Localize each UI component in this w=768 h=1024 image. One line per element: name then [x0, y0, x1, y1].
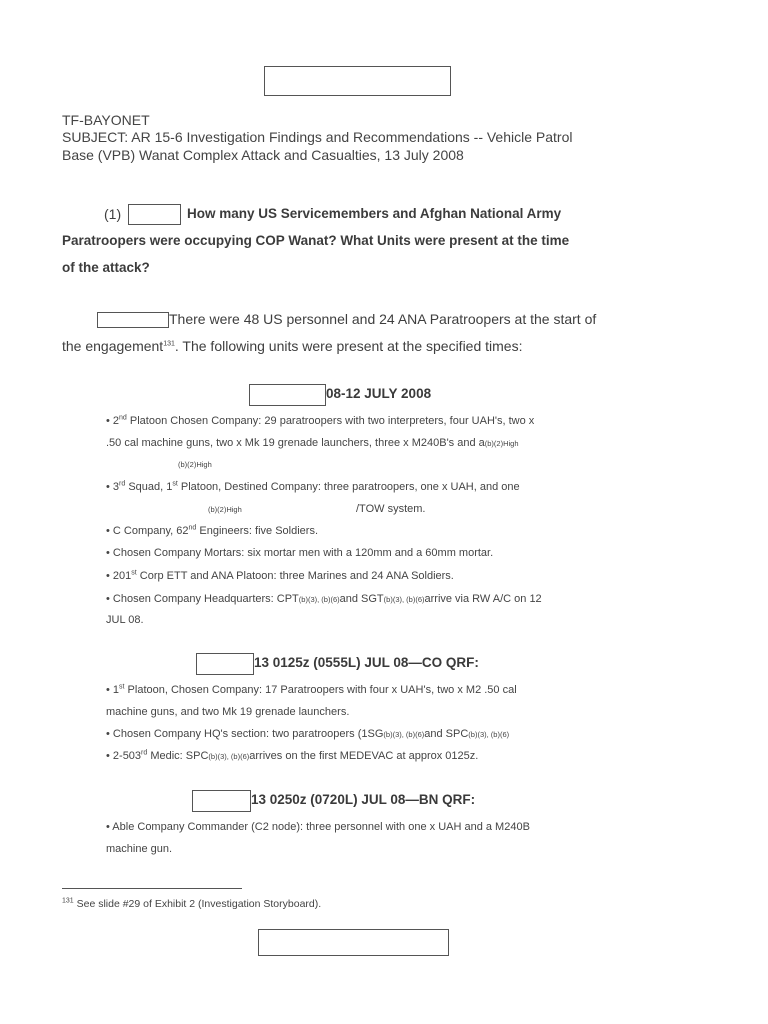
answer-line-2: [62, 332, 522, 360]
s1-bullet-1-line-2: .50 cal machine guns, two x Mk 19 grenade launchers, three x M240B's and a(b)(2)High: [106, 437, 519, 449]
section-1-title: 08-12 JULY 2008: [326, 386, 432, 401]
exemption-code: (b)(3), (b)(6): [208, 752, 250, 761]
redaction-box-bottom: [258, 929, 449, 956]
s3-bullet-1: • Able Company Commander (C2 node): three personnel with one x UAH and a M240B: [106, 821, 530, 833]
redaction-box-answer: [97, 312, 169, 328]
s1-bullet-3: • C Company, 62nd Engineers: five Soldiers.: [106, 524, 318, 537]
section-2-title: 13 0125z (0555L) JUL 08—CO QRF:: [254, 655, 479, 670]
s1-bullet-6: • Chosen Company Headquarters: CPT(b)(3), (b)(6)and SGT(b)(3), (b)(6)arrive via RW A/C on 12: [106, 593, 542, 605]
exemption-code: (b)(3), (b)(6): [383, 730, 425, 739]
s2-bullet-2: • Chosen Company HQ's section: two paratroopers (1SG(b)(3), (b)(6)and SPC(b)(3), (b)(6): [106, 728, 510, 740]
subject-line-1: SUBJECT: AR 15-6 Investigation Findings and Recommendations -- Vehicle Patrol: [62, 129, 573, 145]
subject-line-2: Base (VPB) Wanat Complex Attack and Casualties, 13 July 2008: [62, 147, 464, 163]
question-number: (1): [104, 206, 122, 222]
exemption-code: (b)(3), (b)(6): [298, 595, 340, 604]
answer-line-1: There were 48 US personnel and 24 ANA Paratroopers at the start of: [169, 311, 597, 327]
s1-bullet-4: • Chosen Company Mortars: six mortar men with a 120mm and a 60mm mortar.: [106, 547, 494, 559]
s1-bullet-6-line-2: JUL 08.: [106, 614, 144, 626]
question-line-3: of the attack?: [62, 260, 150, 275]
footnote-ref: 131: [163, 340, 175, 348]
s1-bullet-2: • 3rd Squad, 1st Platoon, Destined Company: three paratroopers, one x UAH, and one: [106, 480, 520, 493]
s3-bullet-1-line-2: machine gun.: [106, 843, 173, 855]
footnote-rule: [62, 888, 242, 889]
question-line-1: How many US Servicemembers and Afghan National Army: [187, 206, 562, 221]
s1-bullet-5: • 201st Corp ETT and ANA Platoon: three Marines and 24 ANA Soldiers.: [106, 569, 454, 582]
exemption-code: (b)(3), (b)(6): [383, 595, 425, 604]
exemption-code: (b)(2)High: [208, 505, 242, 514]
s2-bullet-3: • 2-503rd Medic: SPC(b)(3), (b)(6)arrives on the first MEDEVAC at approx 0125z.: [106, 749, 479, 762]
redaction-box-section-1: [249, 384, 326, 406]
redaction-box-question: [128, 204, 181, 225]
footnote-number: 131: [62, 897, 74, 905]
footnote: [62, 898, 321, 910]
redaction-box-top: [264, 66, 451, 96]
footnote-text: See slide #29 of Exhibit 2 (Investigation Storyboard).: [73, 898, 322, 910]
org-name: TF-BAYONET: [62, 112, 150, 128]
question-line-2: Paratroopers were occupying COP Wanat? What Units were present at the time: [62, 233, 570, 248]
redaction-box-section-2: [196, 653, 254, 675]
section-3-title: 13 0250z (0720L) JUL 08—BN QRF:: [251, 792, 476, 807]
redaction-box-section-3: [192, 790, 251, 812]
s2-bullet-1: • 1st Platoon, Chosen Company: 17 Paratroopers with four x UAH's, two x M2 .50 cal: [106, 683, 517, 696]
exemption-code: (b)(3), (b)(6): [468, 730, 510, 739]
exemption-code: (b)(2)High: [178, 460, 212, 469]
s1-bullet-1: • 2nd Platoon Chosen Company: 29 paratroopers with two interpreters, four UAH's, two x: [106, 414, 535, 427]
s1-bullet-2-tail: /TOW system.: [356, 503, 426, 515]
answer-text-a: the engagement: [62, 338, 164, 354]
answer-text-b: . The following units were present at the specified times:: [174, 338, 523, 354]
exemption-code: (b)(2)High: [484, 439, 519, 448]
s2-bullet-1-line-2: machine guns, and two Mk 19 grenade launchers.: [106, 706, 350, 718]
